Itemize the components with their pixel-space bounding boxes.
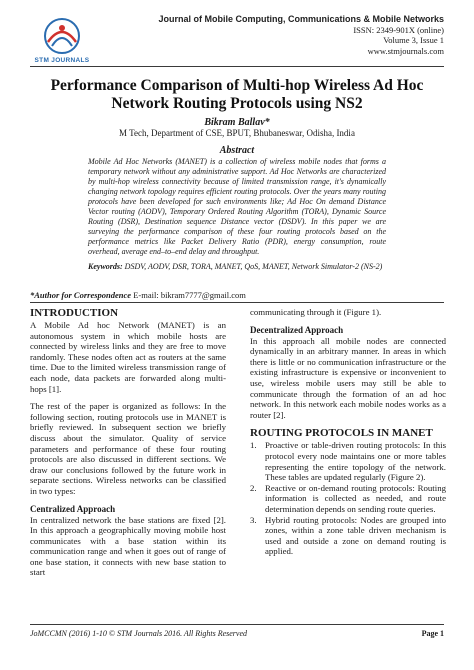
keywords-label: Keywords: [88, 262, 123, 271]
abstract-rule [30, 302, 444, 303]
author-name: Bikram Ballav* [204, 117, 270, 128]
intro-paragraph-2: The rest of the paper is organized as follows: In the following section, routing protocols use in MANET is briefly reviewed. In subsequent section we briefly discuss about the simulator. Quality of service parameters and performance of these four routing protocols are also discussed in different sections. We draw our conclusions followed by the future work in separate sections. Wireless networks can be classified in two types: [30, 401, 226, 496]
right-column [250, 307, 446, 557]
paper-title [40, 77, 434, 113]
keywords-list: DSDV, AODV, DSR, TORA, MANET, QoS, MANET, Network Simulator-2 (NS-2) [122, 262, 383, 271]
list-item [250, 515, 446, 557]
title-line-2: Network Routing Protocols using NS2 [111, 95, 363, 112]
header-rule [30, 66, 444, 67]
correspondence-label: *Author for Correspondence [30, 290, 132, 300]
intro-paragraph-1: A Mobile Ad hoc Network (MANET) is an autonomous system in which mobile hosts are connected by wireless links and they are free to move randomly. These nodes often act as routers at the same time. Due to the limited wireless transmission range of each node, data packets are forwarded along multi-hops [1]. [30, 320, 226, 394]
stm-logo-icon [40, 16, 84, 56]
left-column [30, 307, 226, 585]
list-item-number: 1. [250, 440, 257, 451]
introduction-heading: INTRODUCTION [30, 307, 119, 319]
volume-issue: Volume 3, Issue 1 [383, 35, 444, 45]
footer-rule [30, 624, 444, 625]
routing-protocols-heading: ROUTING PROTOCOLS IN MANET [250, 427, 433, 440]
list-item-text: Hybrid routing protocols: Nodes are grouped into zones, within a zone table driven mechanism is used and outside a zone on demand routing is applied. [265, 514, 446, 557]
author-affiliation: M Tech, Department of CSE, BPUT, Bhubaneswar, Odisha, India [119, 128, 355, 138]
abstract-heading: Abstract [219, 145, 255, 156]
centralized-paragraph: In centralized network the base stations are fixed [2]. In this approach a geographically moving mobile host communicates with a base station within its communication range and when it goes out of range of one base station, it connects with new base station to start [30, 514, 226, 578]
journal-website[interactable]: www.stmjournals.com [367, 45, 444, 56]
page-number: Page 1 [421, 629, 444, 638]
logo-text: STM JOURNALS [34, 57, 90, 64]
correspondence [30, 290, 246, 300]
list-item [250, 440, 446, 482]
issn: ISSN: 2349-901X (online) [353, 24, 444, 35]
footer-copyright: JoMCCMN (2016) 1-10 © STM Journals 2016. All Rights Reserved [30, 629, 248, 638]
list-item-number: 2. [250, 482, 257, 493]
list-item-text: Proactive or table-driven routing protocols: In this protocol every node maintains one or more tables representing the entire topology of the network. These tables are updated regularly (Figure 2). [265, 440, 446, 483]
centralized-heading: Centralized Approach [30, 503, 116, 514]
abstract-text: Mobile Ad Hoc Networks (MANET) is a collection of wireless mobile nodes that forms a temporary network without any administrative support. Ad Hoc Networks are characterized by multi-hop wireless connectivity because of limited transmission range, it's dynamically changing network topology requires efficient routing protocols. Over the years many routing protocols have been developed for such environments like; Ad Hoc On demand Distance Vector routing (AODV), Temporary Ordered Routing Algorithm (TORA), Dynamic Source Routing (DSR), Destination sequence Distance vector (DSDV). In this paper we are surveying the performance comparison of these four routing protocols based on the performance metrics like Packet Delivery Ratio (PDR), energy consumption, route overhead, average end–to–end delay and throughput. [88, 157, 386, 256]
list-item-text: Reactive or on-demand routing protocols: Routing information is collected as needed, and route determination depends on sending route queries. [265, 482, 446, 514]
keywords [88, 262, 386, 272]
list-item [250, 483, 446, 515]
journal-info [158, 14, 444, 56]
stm-journals-logo [30, 16, 94, 66]
decentralized-heading: Decentralized Approach [250, 324, 344, 335]
title-line-1: Performance Comparison of Multi-hop Wireless Ad Hoc [50, 77, 424, 94]
routing-protocol-list [250, 440, 446, 557]
decentralized-paragraph: In this approach all mobile nodes are connected dynamically in an arbitrary manner. In areas in which there is little or no communication infrastructure or the existing infrastructure is expensive or inconvenient to use, wireless mobile users may still be able to communicate through the formation of an ad hoc network. In this network each mobile nodes works as a router [2]. [250, 335, 446, 420]
continued-paragraph: communicating through it (Figure 1). [250, 307, 382, 317]
list-item-number: 3. [250, 514, 257, 525]
journal-name: Journal of Mobile Computing, Communications & Mobile Networks [158, 14, 444, 24]
correspondence-email[interactable]: E-mail: bikram7777@gmail.com [131, 290, 246, 300]
